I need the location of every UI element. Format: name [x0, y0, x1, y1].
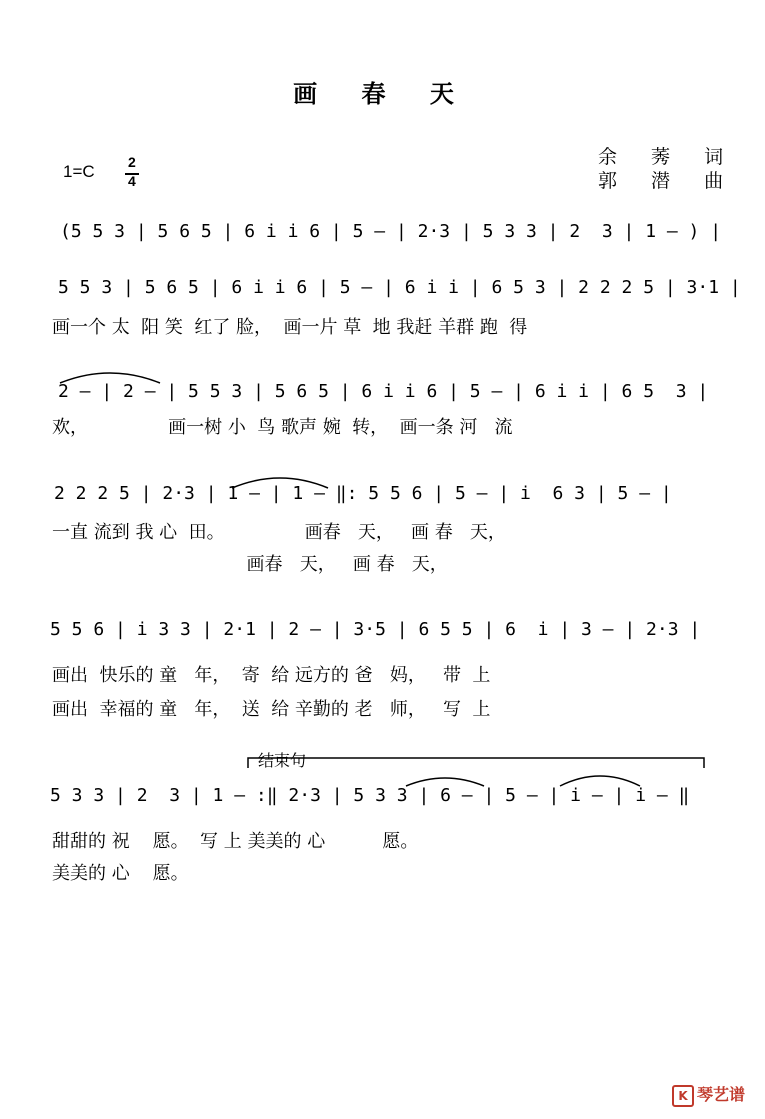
song-title: 画 春 天 — [293, 79, 472, 108]
watermark-logo — [672, 1082, 745, 1107]
time-signature-bottom: 4 — [128, 173, 136, 189]
lyric-line-6a: 甜甜的 祝 愿。 写 上 美美的 心 愿。 — [52, 831, 419, 852]
lyricist-credit: 余 莠 词 — [598, 146, 738, 168]
notation-line-1: (5 5 3 | 5 6 5 | 6 i i 6 | 5 — | 2·3 | 5 3 3 | 2 3 | 1 — ) | — [60, 221, 722, 242]
ending-label: 结束句 — [258, 751, 307, 770]
lyric-line-5a: 画出 快乐的 童 年， 寄 给 远方的 爸 妈， 带 上 — [52, 665, 491, 686]
watermark-text: 琴艺谱 — [697, 1085, 746, 1104]
notation-line-5: 5 5 6 | i 3 3 | 2·1 | 2 — | 3·5 | 6 5 5 | 6 i | 3 — | 2·3 | — [50, 619, 701, 640]
notation-line-3: 2 — | 2 — | 5 5 3 | 5 6 5 | 6 i i 6 | 5 — | 6 i i | 6 5 3 | — [58, 381, 709, 402]
lyric-line-5b: 画出 幸福的 童 年， 送 给 辛勤的 老 师， 写 上 — [52, 699, 491, 720]
time-signature-top: 2 — [128, 154, 136, 170]
notation-line-4: 2 2 2 5 | 2·3 | 1 — | 1 — ‖: 5 5 6 | 5 — | i 6 3 | 5 — | — [54, 483, 672, 504]
lyric-line-2: 画一个 太 阳 笑 红了 脸， 画一片 草 地 我赶 羊群 跑 得 — [52, 317, 528, 338]
lyric-line-4b: 画春 天， 画 春 天， — [52, 554, 448, 575]
ending-bracket — [248, 758, 704, 768]
lyric-line-4a: 一直 流到 我 心 田。 画春 天， 画 春 天， — [52, 522, 506, 543]
key-signature: 1=C — [63, 162, 95, 181]
lyric-line-3: 欢， 画一树 小 鸟 歌声 婉 转， 画一条 河 流 — [52, 417, 513, 438]
lyric-line-6b: 美美的 心 愿。 — [52, 863, 189, 884]
notation-line-2: 5 5 3 | 5 6 5 | 6 i i 6 | 5 — | 6 i i | 6 5 3 | 2 2 2 5 | 3·1 | — [58, 277, 741, 298]
logo-icon: K — [672, 1085, 694, 1107]
composer-credit: 郭 潜 曲 — [598, 170, 738, 192]
notation-line-6: 5 3 3 | 2 3 | 1 — :‖ 2·3 | 5 3 3 | 6 — | 5 — | i — | i — ‖ — [50, 785, 690, 806]
